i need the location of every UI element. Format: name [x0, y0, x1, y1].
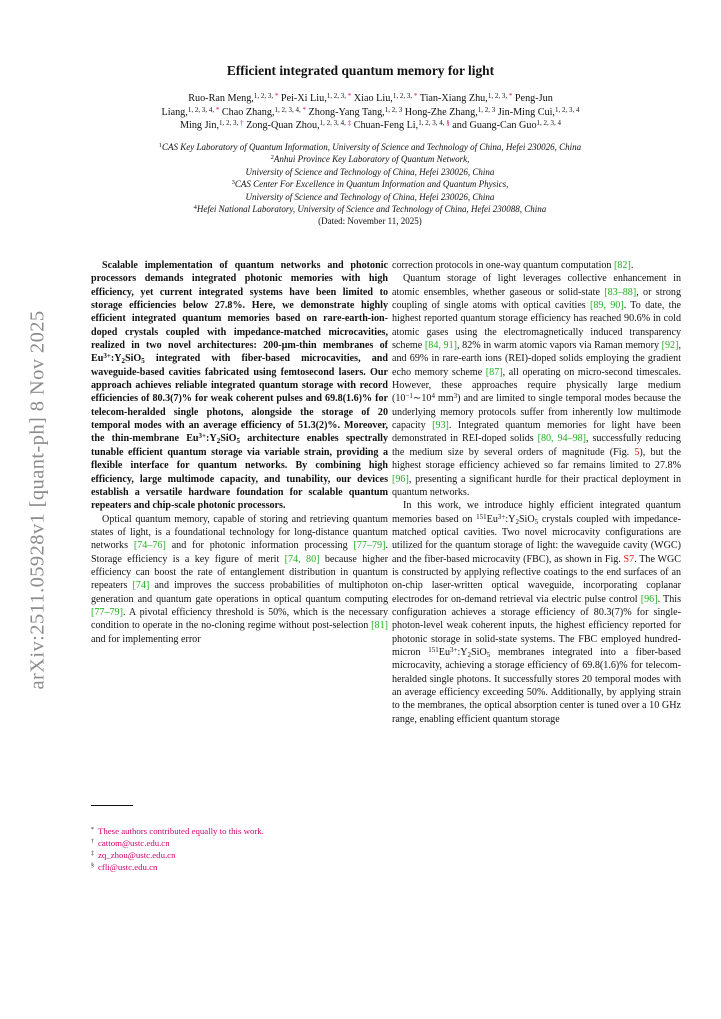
- intro-paragraph: Optical quantum memory, capable of storing and retrieving quantum states of light, is a foundational technology for long-distance quantum networks [74–76] and for photonic information processing [77–79]. Storage efficiency is a key figure of merit [74, 80] because higher efficiency can boost the rate of entanglement distribution in quantum repeaters [74] and improves the success probabilities of multiphoton generation and quantum gate operations in optical quantum computing [77–79]. A pivotal efficiency threshold is 50%, which is the necessary condition to operate in the no-cloning regime without post-selection [81] and for implementing error: [91, 513, 389, 645]
- citation-link[interactable]: [92]: [661, 340, 679, 352]
- footnote-rule: [91, 805, 133, 806]
- abstract: Scalable implementation of quantum networks and photonic processors demands integrated photonic memories with high efficiency, yet current integrated systems have been limited to storage efficiencies below 27.8%. Here, we demonstrate highly efficient integrated quantum memories based on rare-earth-ion-doped crystals coupled with impedance-matched microcavities, realized in two novel architectures: 200-µm-thin membranes of $Eu^{3+}:Y_2SiO_5$ integrated with fiber-based microcavities, and waveguide-based cavities fabricated using femtosecond lasers. Our approach achieves reliable integrated quantum storage with record efficiencies of 80.3(7)% for weak coherent pulses and 69.8(1.6)% for telecom-heralded single photons, alongside the storage of 20 temporal modes with an average efficiency of 51.3(2)%. Moreover, the thin-membrane $Eu^{3+}:Y_2SiO_5$ architecture enables spectrally tunable efficient quantum storage via variable strain, providing a flexible interface for quantum networks. By combining high efficiency, large multimode capacity, and tunability, our devices establish a versatile hardware foundation for scalable quantum repeaters and chip-scale photonic processors.: [91, 260, 388, 512]
- author-name: Ruo-Ran Meng,: [188, 93, 254, 104]
- citation-link[interactable]: [83–88]: [604, 286, 637, 298]
- date-line: (Dated: November 11, 2025): [318, 216, 422, 227]
- affiliation: $^4$Hefei National Laboratory, University of Science and Technology of China, Hefei 230088, China: [193, 204, 547, 215]
- citation-link[interactable]: [96]: [392, 473, 409, 485]
- figure-link[interactable]: 5: [634, 446, 640, 458]
- author-name: Pei-Xi Liu,: [280, 93, 327, 104]
- author-line: Ming Jin,$^{1, 2, 3, \dagger}$ Zong-Quan Zhou,$^{1, 2, 3, 4, \ddagger}$ Chuan-Feng Li,$^{1, 2, 3, 4, \S}$ and Guang-Can Guo$^{1, 2, 3, 4}$: [179, 119, 562, 132]
- affiliation-list: [80, 141, 660, 228]
- author-name: Zong-Quan Zhou,: [246, 120, 320, 132]
- citation-link[interactable]: [74]: [132, 580, 150, 592]
- citation-link[interactable]: [77–79]: [91, 606, 123, 618]
- left-column: [91, 259, 388, 646]
- arxiv-id: arXiv:2511.05928v1 [quant-ph] 8 Nov 2025: [26, 310, 49, 690]
- author-name: Chao Zhang,: [221, 106, 275, 118]
- affiliation: University of Science and Technology of China, Hefei 230026, China: [245, 191, 495, 202]
- body-paragraph: Quantum storage of light leverages collective enhancement in atomic ensembles, whether gaseous or solid-state [83–88], or strong coupling of single atoms with optical cavities [89, 90]. To date, the highest reported quantum storage efficiency has reached 90.6% in cold atomic gases using the electromagnetically induced transparency scheme [84, 91], 82% in warm atomic vapors via Raman memory [92], and 69% in rare-earth ions (REI)-doped solids employing the gradient echo memory scheme [87], all operating on micro-second timescales. However, these approaches require physically large medium ($10^{-1}\sim 10^4$ $mm^3$) and are limited to single temporal modes because the underlying memory protocols suffer from inherently low multimode capacity [93]. Integrated quantum memories for light have been demonstrated in REI-doped solids [80, 94–98], successfully reducing the medium size by several orders of magnitude (Fig. 5), but the highest storage efficiency achieved so far remains limited to 27.8% [96], presenting a significant hurdle for their practical deployment in quantum networks.: [392, 273, 681, 498]
- footnotes: [91, 826, 391, 874]
- author-name: Hong-Zhe Zhang,: [404, 106, 478, 118]
- citation-link[interactable]: [74–76]: [133, 540, 166, 552]
- author-name: and Guang-Can Guo: [452, 120, 537, 132]
- body-paragraph: In this work, we introduce highly efficient integrated quantum memories based on $^{151}Eu^{3+}:Y_2SiO_5$ crystals coupled with impedance-matched optical cavities. Two novel microcavity configurations are utilized for the quantum storage of light: the waveguide cavity (WGC) and the fiber-based microcavity (FBC), as shown in Fig. S7. The WGC is constructed by applying reflective coatings to the end surfaces of an on-chip laser-written optical waveguide, incorporating coplanar electrodes for on-demand retrieval via electric pulse control [96]. This configuration achieves a storage efficiency of 80.3(7)% for single-photon-level weak coherent inputs, the highest efficiency reported for photonic storage in solid-state systems. The FBC employed hundred-micron $^{151}Eu^{3+}:Y_2SiO_5$ membranes integrated into a fiber-based microcavity, achieving a storage efficiency of 69.8(1.6)% for telecom-heralded single photons. It successfully stores 20 temporal modes with an average efficiency exceeding 50%. Additionally, by applying strain to the membranes, the optical absorption center is tuned over a 10 GHz range, enabling efficient quantum storage: [392, 500, 682, 725]
- citation-link[interactable]: [80, 94–98]: [537, 433, 587, 445]
- figure-link[interactable]: S7: [623, 553, 635, 565]
- citation-link[interactable]: [82]: [614, 260, 631, 271]
- author-line: Ruo-Ran Meng,$^{1, 2, 3, *}$ Pei-Xi Liu,$^{1, 2, 3, *}$ Xiao Liu,$^{1, 2, 3, *}$ Tian-Xiang Zhu,$^{1, 2, 3, *}$ Peng-Jun: [188, 92, 553, 104]
- author-name: Liang,: [161, 106, 188, 118]
- arxiv-stamp: [18, 290, 58, 710]
- citation-link[interactable]: [96]: [640, 593, 658, 605]
- right-column: [392, 259, 681, 726]
- body-paragraph: correction protocols in one-way quantum computation [82].: [392, 260, 634, 271]
- citation-link[interactable]: [74, 80]: [284, 553, 320, 565]
- author-name: Zhong-Yang Tang,: [308, 106, 385, 118]
- paper-title: Efficient integrated quantum memory for light: [226, 63, 495, 78]
- author-line: Liang,$^{1, 2, 3, 4, *}$ Chao Zhang,$^{1, 2, 3, 4, *}$ Zhong-Yang Tang,$^{1, 2, 3}$ Hong-Zhe Zhang,$^{1, 2, 3}$ Jin-Ming Cui,$^{1, 2, 3, 4}$: [161, 105, 580, 118]
- author-name: Peng-Jun: [514, 93, 553, 104]
- author-name: Jin-Ming Cui,: [497, 106, 555, 118]
- author-name: Xiao Liu,: [353, 93, 393, 104]
- affiliation: $^1$CAS Key Laboratory of Quantum Information, University of Science and Technology of China, Hefei 230026, China: [158, 142, 582, 152]
- affiliation: University of Science and Technology of China, Hefei 230026, China: [245, 166, 495, 177]
- footnote-email[interactable]: § cfli@ustc.edu.cn: [91, 861, 158, 872]
- affiliation: $^3$CAS Center For Excellence in Quantum Information and Quantum Physics,: [231, 179, 509, 190]
- citation-link[interactable]: [84, 91]: [424, 340, 458, 352]
- author-name: Ming Jin,: [179, 120, 220, 132]
- citation-link[interactable]: [81]: [371, 620, 388, 632]
- author-list: [88, 92, 653, 133]
- citation-link[interactable]: [77–79]: [353, 540, 386, 552]
- affiliation: $^2$Anhui Province Key Laboratory of Quantum Network,: [270, 154, 470, 165]
- citation-link[interactable]: [87]: [485, 366, 503, 378]
- author-name: Tian-Xiang Zhu,: [419, 93, 488, 104]
- citation-link[interactable]: [89, 90]: [590, 300, 624, 312]
- author-name: Chuan-Feng Li,: [353, 120, 419, 132]
- footnote-email[interactable]: ‡ zq_zhou@ustc.edu.cn: [91, 849, 176, 860]
- footnote: * These authors contributed equally to this work.: [91, 826, 264, 836]
- footnote-email[interactable]: † cattom@ustc.edu.cn: [91, 837, 170, 848]
- citation-link[interactable]: [93]: [432, 420, 449, 432]
